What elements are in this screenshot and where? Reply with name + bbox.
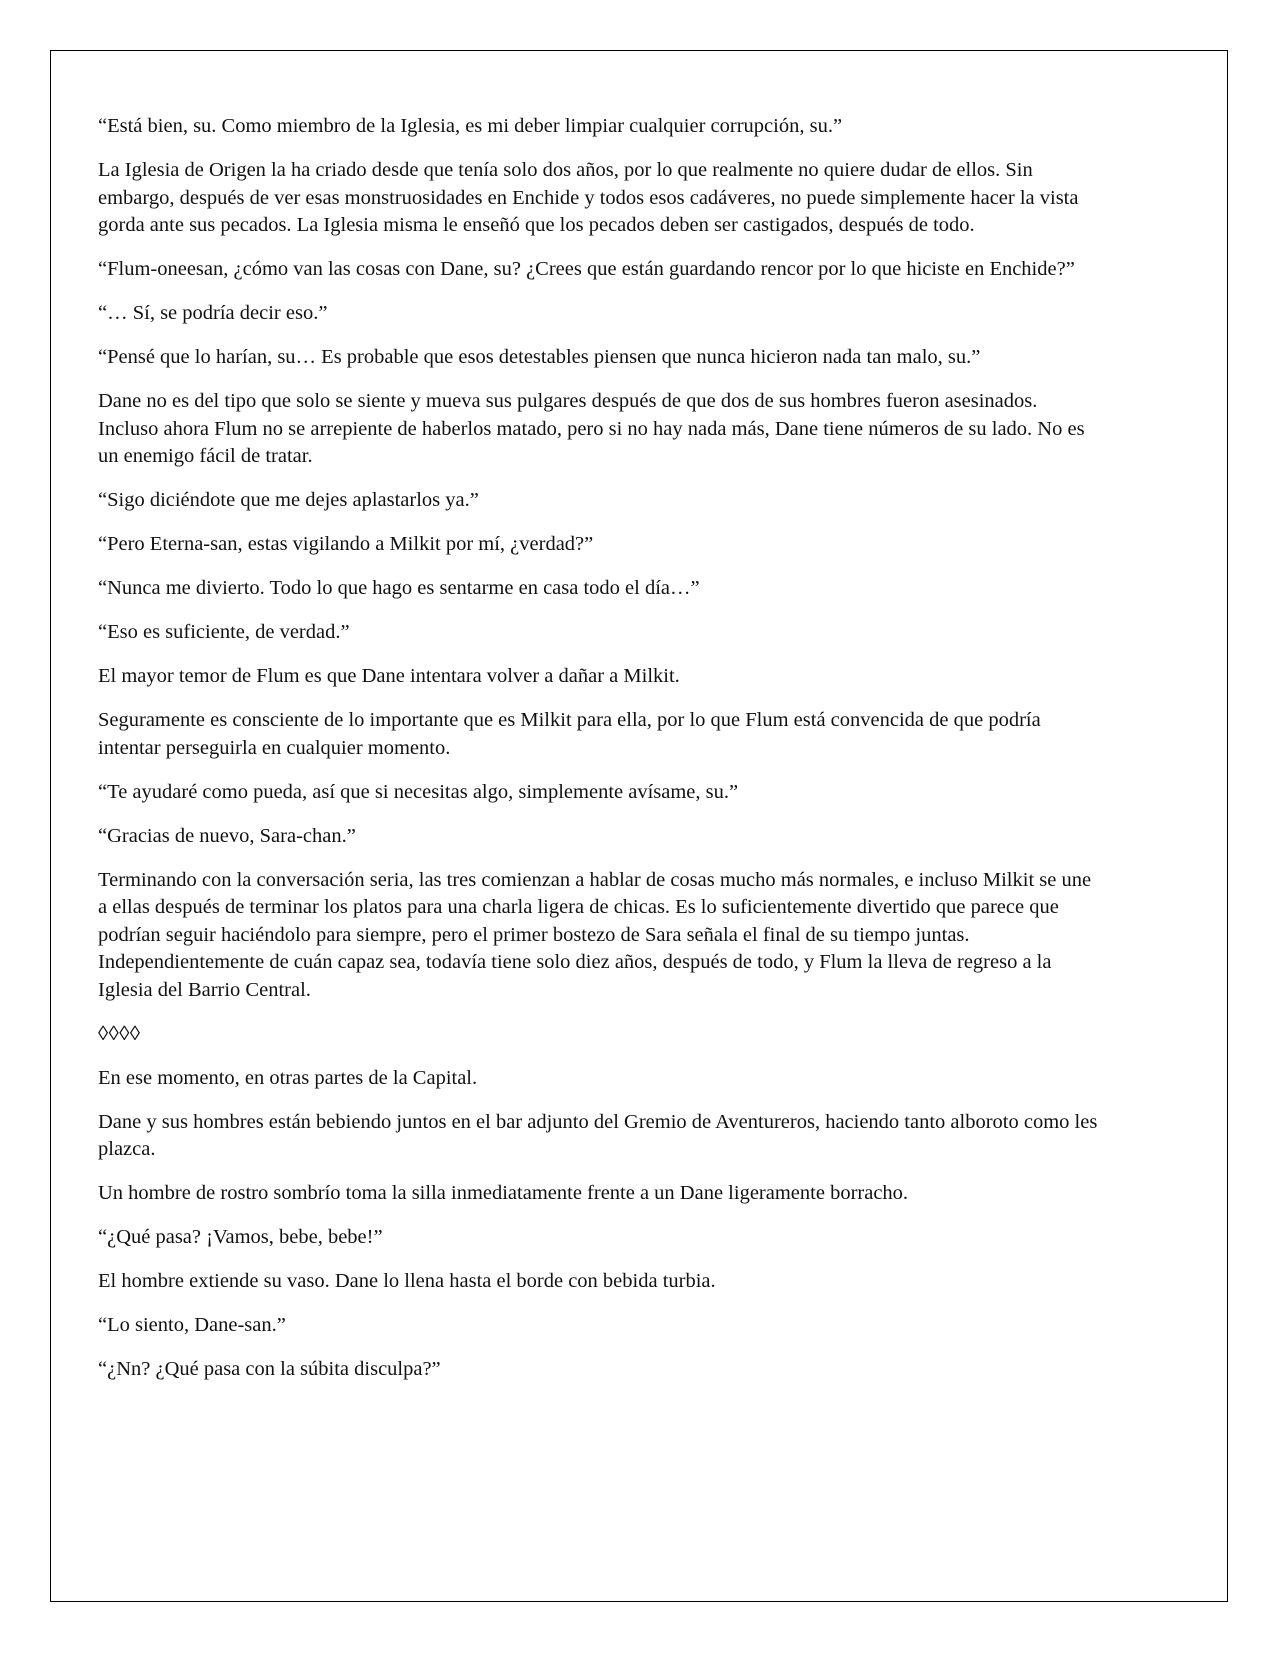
paragraph-10: “Eso es suficiente, de verdad.”	[98, 621, 350, 643]
paragraph-13: “Te ayudaré como pueda, así que si necesitas algo, simplemente avísame, su.”	[98, 780, 739, 803]
paragraph-11: El mayor temor de Flum es que Dane intentara volver a dañar a Milkit.	[98, 665, 680, 687]
paragraph-7: “Sigo diciéndote que me dejes aplastarlos ya.”	[98, 489, 479, 511]
paragraph-6: Dane no es del tipo que solo se siente y mueva sus pulgares después de que dos de sus hombres fueron asesinados. Incluso ahora Flum no se arrepiente de haberlos matado, pero si no hay nada más, Dane tiene números de su lado. No es un enemigo fácil de tratar.	[98, 390, 1085, 467]
paragraph-5: “Pensé que lo harían, su… Es probable que esos detestables piensen que nunca hicieron nada tan malo, su.”	[98, 346, 981, 368]
paragraph-19: Un hombre de rostro sombrío toma la silla inmediatamente frente a un Dane ligeramente borracho.	[98, 1182, 909, 1204]
paragraph-12: Seguramente es consciente de lo importante que es Milkit para ella, por lo que Flum está convencida de que podría intentar perseguirla en cualquier momento.	[98, 709, 1041, 759]
paragraph-21: El hombre extiende su vaso. Dane lo llena hasta el borde con bebida turbia.	[98, 1270, 716, 1292]
paragraph-1: “Está bien, su. Como miembro de la Iglesia, es mi deber limpiar cualquier corrupción, su.”	[98, 115, 843, 137]
paragraph-17: En ese momento, en otras partes de la Capital.	[98, 1066, 478, 1089]
paragraph-2: La Iglesia de Origen la ha criado desde que tenía solo dos años, por lo que realmente no quiere dudar de ellos. Sin embargo, después de ver esas monstruosidades en Enchide y todos esos cadáveres, no puede simplemente hacer la vista gorda ante sus pecados. La Iglesia misma le enseñó que los pecados deben ser castigados, después de todo.	[98, 159, 1079, 236]
paragraph-3: “Flum-oneesan, ¿cómo van las cosas con Dane, su? ¿Crees que están guardando rencor por lo que hiciste en Enchide?”	[98, 258, 1075, 280]
document-body	[98, 113, 1098, 1400]
paragraph-18: Dane y sus hombres están bebiendo juntos en el bar adjunto del Gremio de Aventureros, haciendo tanto alboroto como les plazca.	[98, 1110, 1098, 1160]
paragraph-22: “Lo siento, Dane-san.”	[98, 1314, 286, 1336]
paragraph-23: “¿Nn? ¿Qué pasa con la súbita disculpa?”	[98, 1358, 441, 1380]
paragraph-9: “Nunca me divierto. Todo lo que hago es sentarme en casa todo el día…”	[98, 577, 700, 599]
paragraph-4: “… Sí, se podría decir eso.”	[98, 302, 328, 324]
paragraph-15: Terminando con la conversación seria, las tres comienzan a hablar de cosas mucho más normales, e incluso Milkit se une a ellas después de terminar los platos para una charla ligera de chicas. Es lo suficientemente divertido que parece que podrían seguir haciéndolo para siempre, pero el primer bostezo de Sara señala el final de su tiempo juntas. Independientemente de cuán capaz sea, todavía tiene solo diez años, después de todo, y Flum la lleva de regreso a la Iglesia del Barrio Central.	[98, 868, 1092, 1001]
paragraph-14: “Gracias de nuevo, Sara-chan.”	[98, 824, 356, 847]
paragraph-8: “Pero Eterna-san, estas vigilando a Milkit por mí, ¿verdad?”	[98, 533, 594, 555]
paragraph-20: “¿Qué pasa? ¡Vamos, bebe, bebe!”	[98, 1226, 383, 1248]
scene-break: ◊◊◊◊	[98, 1022, 141, 1045]
